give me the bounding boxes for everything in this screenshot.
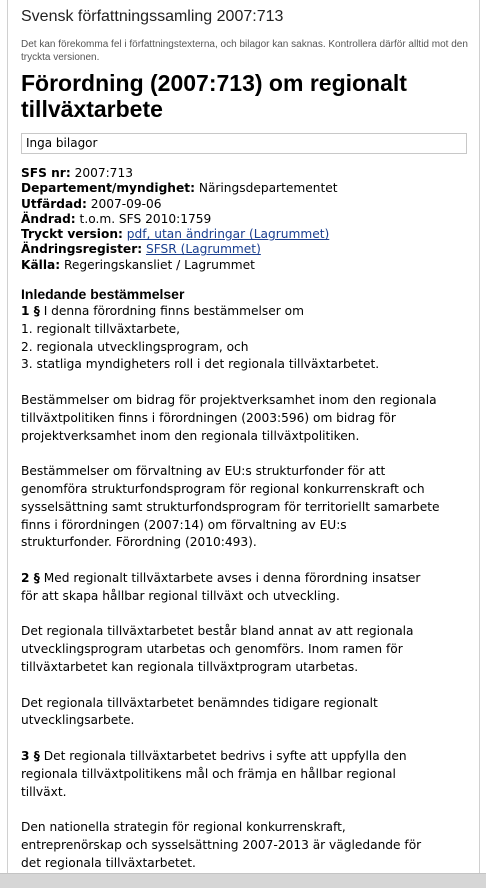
text-line: Det regionala tillväxtarbetet består bland annat av att regionala: [21, 624, 414, 639]
disclaimer-text: Det kan förekomma fel i författningstexterna, och bilagor kan saknas. Kontrollera därför alltid mot den tryckta versionen.: [21, 39, 468, 63]
meta-value: t.o.m. SFS 2010:1759: [79, 211, 212, 226]
colon: :: [55, 257, 61, 272]
meta-label: SFS nr: [21, 166, 66, 180]
text-line: Det regionala tillväxtarbetet benämndes tidigare regionalt: [21, 695, 378, 710]
meta-issued: [21, 197, 471, 212]
section-number: 1 §: [21, 304, 40, 319]
text-line: utvecklingsprogram utarbetas och genomförs. Inom ramen för: [21, 642, 403, 657]
meta-sfs-nr: [21, 166, 471, 181]
text-line: projektverksamhet inom den regionala tillväxtpolitiken.: [21, 428, 360, 443]
paragraph-gap: [21, 445, 473, 463]
attachments-box: Inga bilagor: [21, 133, 467, 154]
paragraph-gap: [21, 801, 473, 819]
text-line: I denna förordning finns bestämmelser om: [43, 304, 304, 319]
text-line: Det regionala tillväxtarbetet bedrivs i syfte att uppfylla den: [43, 749, 407, 763]
colon: :: [190, 181, 195, 196]
change-register-link[interactable]: SFSR (Lagrummet): [145, 242, 261, 257]
text-line: entreprenörskap och sysselsättning 2007-2013 är vägledande för: [21, 837, 422, 852]
meta-label: Departement/myndighet: [21, 181, 191, 196]
horizontal-scrollbar[interactable]: [0, 873, 486, 888]
text-line: genomföra strukturfondsprogram för regional konkurrenskraft och: [21, 482, 425, 497]
meta-value: Näringsdepartementet: [198, 181, 338, 196]
meta-value: 2007-09-06: [90, 196, 162, 211]
meta-department: [21, 181, 471, 196]
paragraph-gap: [21, 730, 473, 748]
meta-value: 2007:713: [74, 166, 133, 180]
colon: :: [118, 227, 123, 242]
colon: :: [70, 211, 76, 226]
paragraph-gap: [21, 374, 473, 392]
text-line: Bestämmelser om förvaltning av EU:s strukturfonder för att: [21, 464, 386, 479]
meta-label: Ändrad: [21, 211, 71, 226]
text-line: Den nationella strategin för regional konkurrenskraft,: [21, 820, 346, 835]
colon: :: [65, 166, 71, 180]
meta-label: Ändringsregister: [21, 242, 138, 257]
collection-title: Svensk författningssamling 2007:713: [21, 8, 284, 25]
paragraph-1-intro: [21, 303, 473, 321]
section-number: 2 §: [21, 571, 40, 586]
meta-printed-version: [21, 227, 471, 242]
text-line: för att skapa hållbar regional tillväxt och utveckling.: [21, 588, 340, 603]
page-title: Förordning (2007:713) om regionalt tillväxtarbete: [21, 70, 407, 122]
document-content: [21, 7, 471, 873]
paragraph-gap: [21, 677, 473, 695]
list-item: 2. regionala utvecklingsprogram, och: [21, 339, 249, 354]
section-number: 3 §: [21, 749, 40, 763]
colon: :: [137, 242, 143, 257]
printed-version-link[interactable]: pdf, utan ändringar (Lagrummet): [126, 227, 330, 242]
meta-change-register: [21, 242, 471, 257]
meta-source: [21, 258, 471, 273]
text-line: tillväxtpolitiken finns i förordningen (2003:596) om bidrag för: [21, 410, 396, 425]
text-line: det regionala tillväxtarbetet.: [21, 855, 196, 870]
text-line: Med regionalt tillväxtarbete avses i denna förordning insatser: [43, 571, 421, 586]
paragraph-2-intro: [21, 570, 473, 588]
text-line: tillväxtarbetet kan regionala tillväxtprogram utarbetas.: [21, 660, 359, 675]
paragraph-gap: [21, 552, 473, 570]
meta-value: Regeringskansliet / Lagrummet: [64, 257, 255, 272]
meta-label: Källa: [21, 257, 56, 272]
text-line: finns i förordningen (2007:14) om förvaltning av EU:s: [21, 517, 347, 532]
meta-label: Tryckt version: [21, 227, 119, 242]
paragraph-gap: [21, 606, 473, 624]
list-item: 3. statliga myndigheters roll i det regionala tillväxtarbetet.: [21, 357, 380, 372]
metadata-block: [21, 166, 471, 273]
section-heading: Inledande bestämmelser: [21, 286, 185, 303]
statute-body: [21, 303, 473, 873]
text-line: tillväxt.: [21, 784, 67, 799]
meta-amended: [21, 212, 471, 227]
text-line: strukturfonder. Förordning (2010:493).: [21, 535, 257, 550]
text-line: Bestämmelser om bidrag för projektverksamhet inom den regionala: [21, 393, 437, 408]
text-line: regionala tillväxtpolitikens mål och främja en hållbar regional: [21, 766, 396, 781]
colon: :: [81, 196, 87, 211]
text-line: utvecklingsarbete.: [21, 713, 135, 728]
text-line: sysselsättning samt strukturfondsprogram för territoriellt samarbete: [21, 499, 440, 514]
meta-label: Utfärdad: [21, 196, 82, 211]
list-item: 1. regionalt tillväxtarbete,: [21, 321, 181, 336]
paragraph-3-intro: [21, 748, 473, 766]
